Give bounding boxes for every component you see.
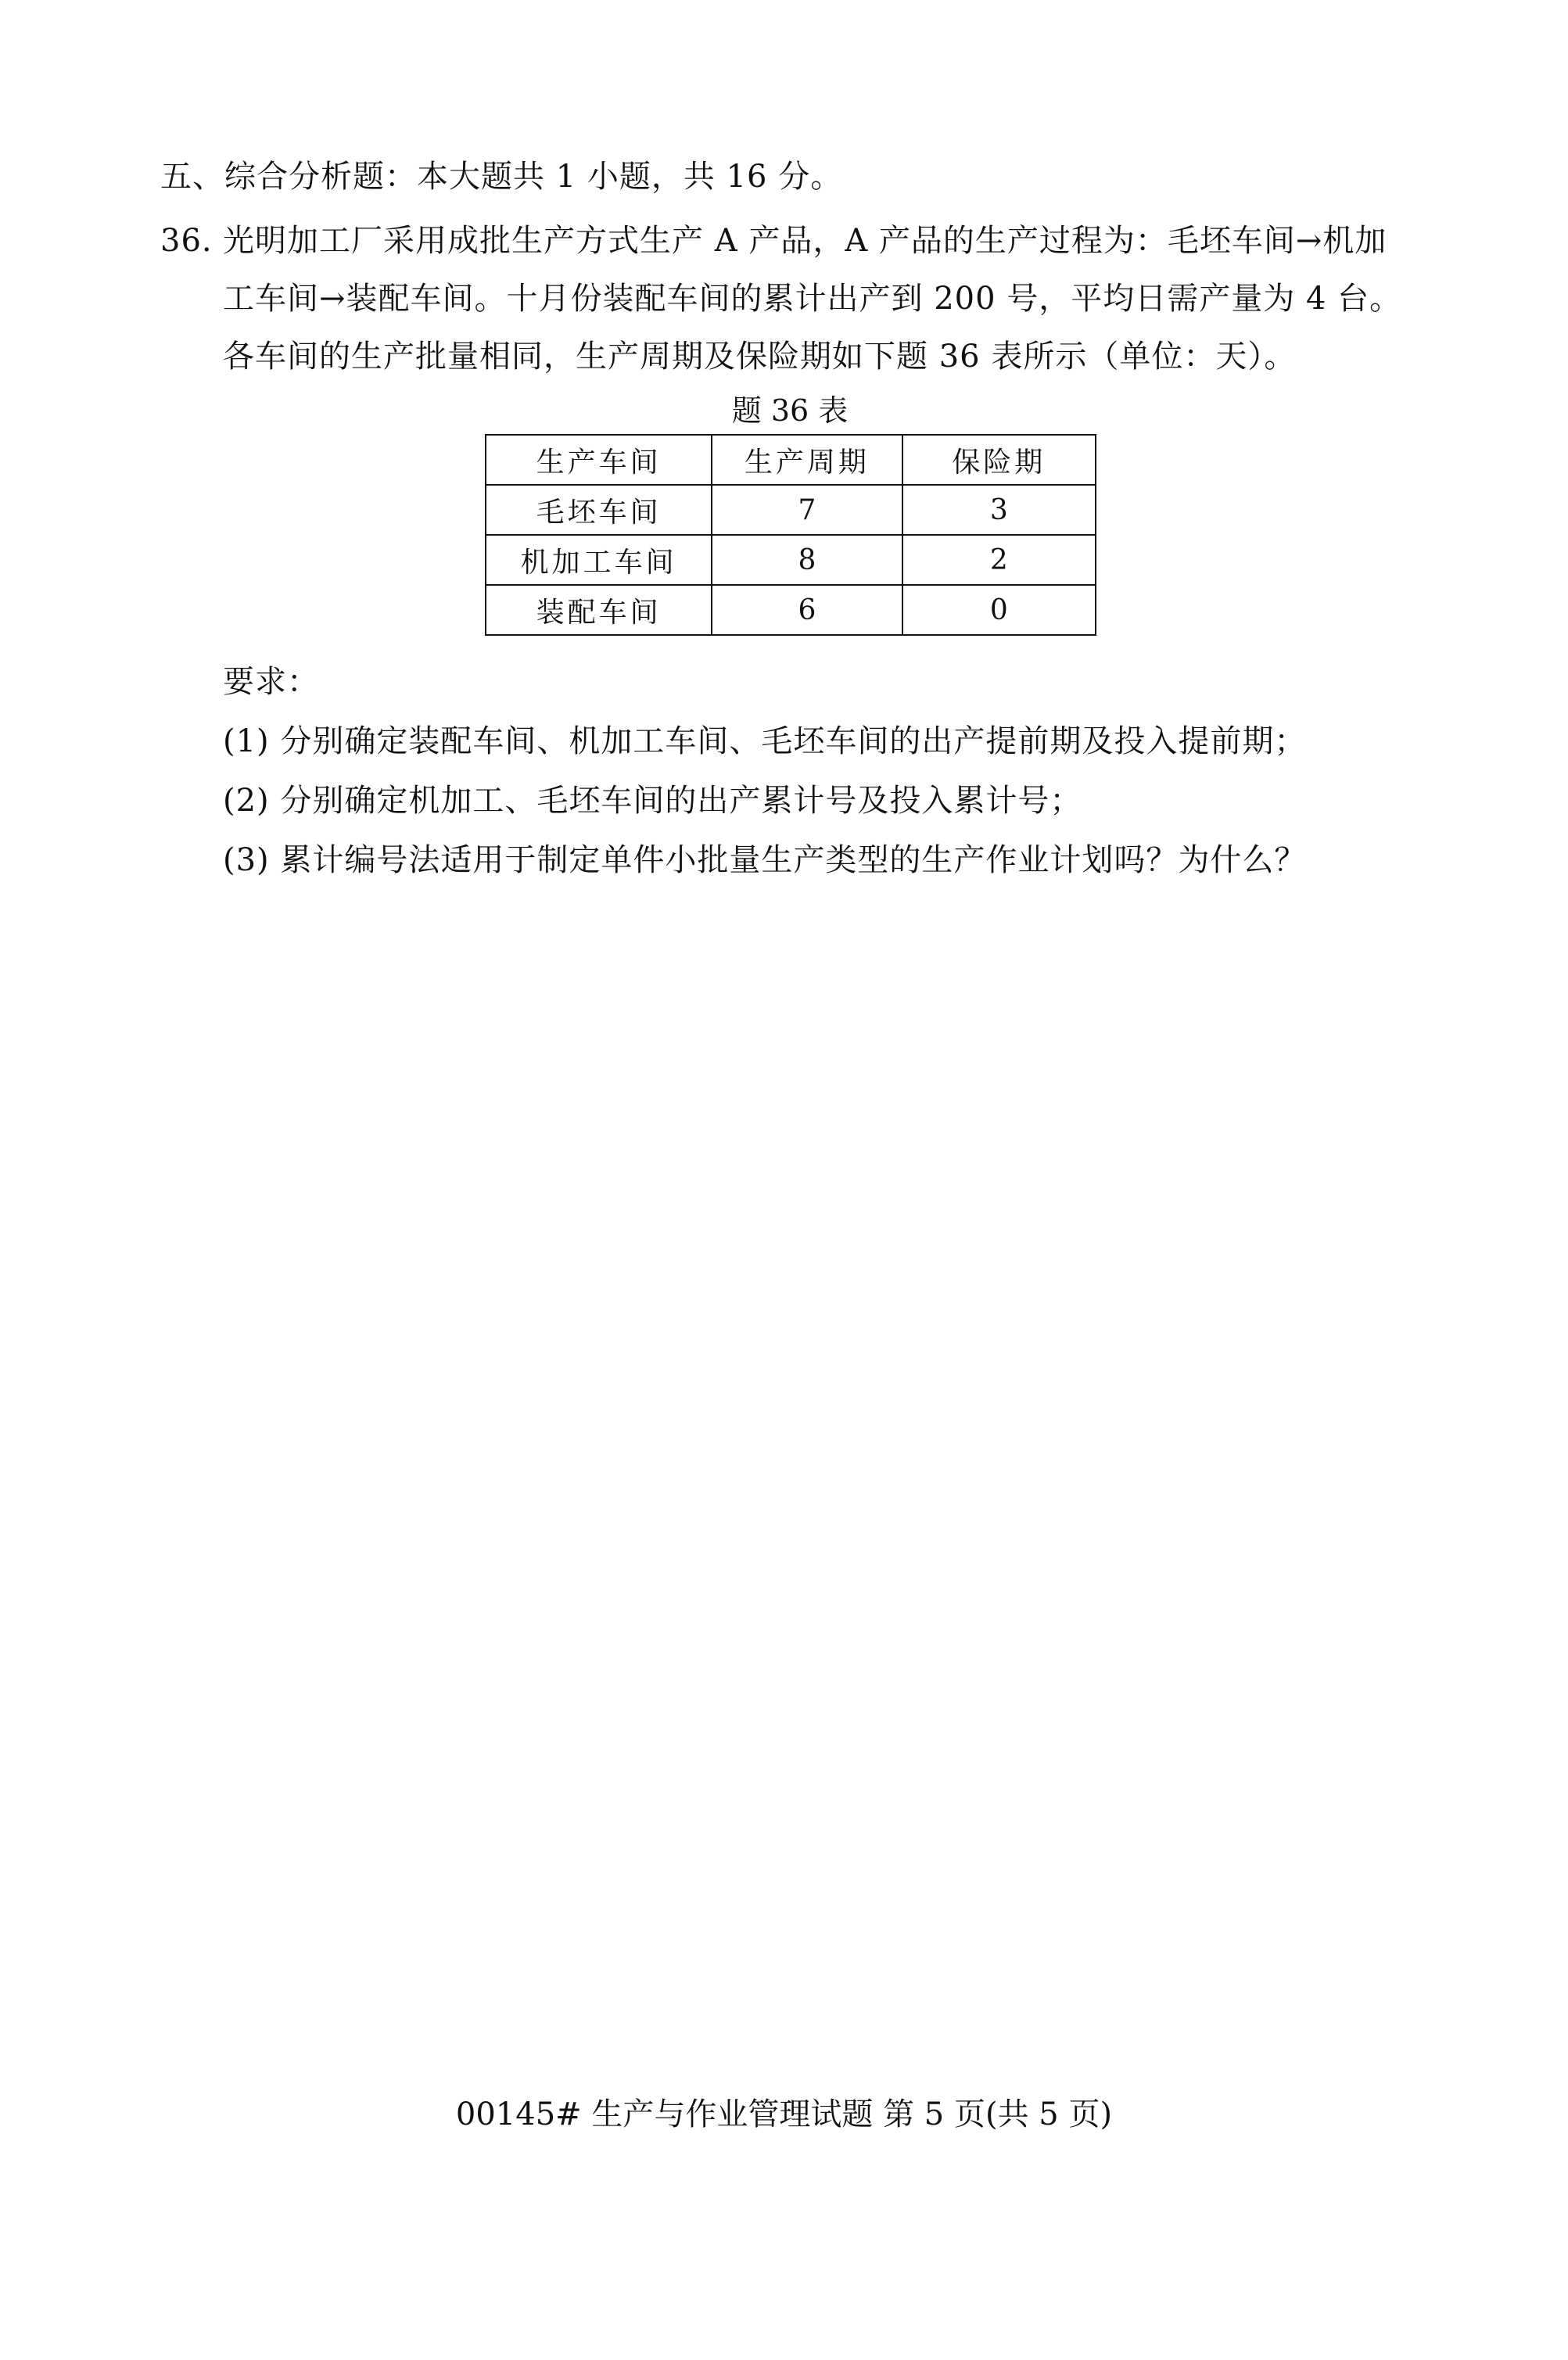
table-cell: 2 bbox=[902, 535, 1096, 585]
table-header-cell: 保险期 bbox=[902, 435, 1096, 485]
table-cell: 机加工车间 bbox=[486, 535, 712, 585]
question-line-3: 各车间的生产批量相同，生产周期及保险期如下题 36 表所示（单位：天）。 bbox=[223, 339, 1297, 375]
section-title: 五、综合分析题：本大题共 1 小题，共 16 分。 bbox=[160, 159, 843, 195]
table-row bbox=[486, 485, 1096, 535]
question-line-2: 工车间→装配车间。十月份装配车间的累计出产到 200 号，平均日需产量为 4 台。 bbox=[223, 281, 1402, 317]
table-cell: 装配车间 bbox=[486, 585, 712, 635]
table-row bbox=[486, 585, 1096, 635]
table-cell: 0 bbox=[902, 585, 1096, 635]
table-header-cell: 生产车间 bbox=[486, 435, 712, 485]
requirement-item-2: (2) 分别确定机加工、毛坯车间的出产累计号及投入累计号； bbox=[223, 783, 1082, 819]
table-cell: 8 bbox=[712, 535, 902, 585]
question-number: 36. bbox=[160, 223, 213, 259]
question-line-1 bbox=[160, 221, 1387, 261]
table-cell: 7 bbox=[712, 485, 902, 535]
data-table bbox=[485, 434, 1096, 636]
requirements-label: 要求： bbox=[223, 664, 319, 700]
page-footer: 00145# 生产与作业管理试题 第 5 页(共 5 页) bbox=[455, 2096, 1113, 2132]
table-cell: 毛坯车间 bbox=[486, 485, 712, 535]
question-text-1: 光明加工厂采用成批生产方式生产 A 产品，A 产品的生产过程为：毛坯车间→机加 bbox=[223, 223, 1387, 259]
table-header-cell: 生产周期 bbox=[712, 435, 902, 485]
table-header-row bbox=[486, 435, 1096, 485]
table-row bbox=[486, 535, 1096, 585]
table-caption: 题 36 表 bbox=[731, 393, 849, 428]
requirement-item-1: (1) 分别确定装配车间、机加工车间、毛坯车间的出产提前期及投入提前期； bbox=[223, 723, 1307, 759]
table-cell: 6 bbox=[712, 585, 902, 635]
requirement-item-3: (3) 累计编号法适用于制定单件小批量生产类型的生产作业计划吗？为什么？ bbox=[223, 842, 1307, 878]
table-cell: 3 bbox=[902, 485, 1096, 535]
